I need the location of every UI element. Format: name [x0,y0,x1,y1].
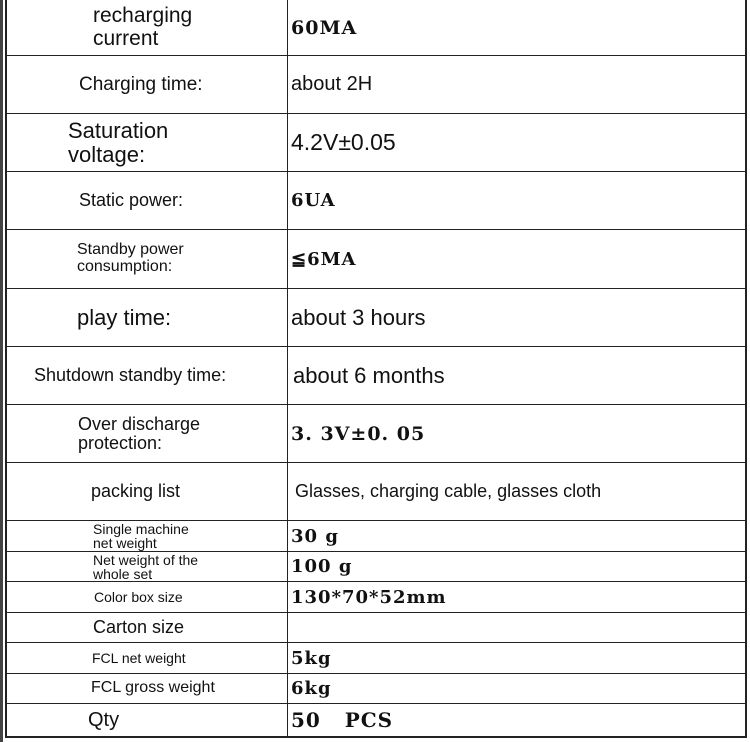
row-value: ≦6MA [291,248,357,270]
row-label: Net weight of the whole set [93,551,199,582]
column-divider [287,582,288,612]
column-divider [287,463,288,520]
row-label: FCL net weight [92,649,186,666]
table-row [7,114,745,172]
column-divider [287,674,288,703]
row-value [291,613,745,642]
row-value: 6kg [291,678,332,699]
table-row [7,230,745,289]
row-value: Glasses, charging cable, glasses cloth [295,481,602,501]
row-label: FCL gross weight [91,679,215,697]
row-label: Shutdown standby time: [34,365,227,386]
table-row [7,172,745,230]
column-divider [287,172,288,229]
row-value: 5kg [291,647,332,669]
row-label: Single machine net weight [93,521,189,551]
row-label: Carton size [93,617,185,638]
row-label: Color box size [94,588,183,605]
row-label: Static power: [79,190,184,211]
column-divider [287,230,288,288]
table-row [7,643,745,674]
row-value: 50 PCS [291,708,394,732]
column-divider [287,56,288,113]
row-label: Standby power consumption: [77,241,184,275]
left-edge-line [0,0,3,742]
table-row [7,347,745,405]
column-divider [287,521,288,551]
table-row [7,552,745,582]
table-row [7,0,745,56]
row-label: play time: [77,304,172,330]
column-divider [287,643,288,673]
row-label: Charging time: [79,73,203,95]
column-divider [287,552,288,581]
column-divider [287,114,288,171]
table-row [7,613,745,643]
column-divider [287,289,288,346]
column-divider [287,704,288,736]
row-label: packing list [91,481,181,502]
column-divider [287,347,288,404]
row-value: 30 g [291,525,339,547]
table-row [7,463,745,521]
row-label: Saturation voltage: [68,118,169,167]
row-value: about 3 hours [291,304,426,330]
row-value: 130*70*52mm [291,586,447,608]
column-divider [287,0,288,55]
table-row [7,521,745,552]
column-divider [287,405,288,462]
table-row [7,289,745,347]
spec-table [5,0,747,738]
row-value: 4.2V±0.05 [291,129,396,155]
row-label: Over discharge protection: [78,413,201,453]
row-value: 60MA [291,16,358,39]
table-row [7,582,745,613]
row-value: 100 g [291,556,353,577]
row-value: about 2H [291,73,373,95]
table-row [7,405,745,463]
row-value: 6UA [291,190,336,211]
row-value: about 6 months [293,362,445,388]
table-row [7,56,745,114]
row-label: recharging current [93,4,193,50]
row-value: 3. 3V±0. 05 [291,422,426,445]
row-label: Qty [88,708,120,731]
table-row [7,674,745,704]
table-row [7,704,745,736]
column-divider [287,613,288,642]
